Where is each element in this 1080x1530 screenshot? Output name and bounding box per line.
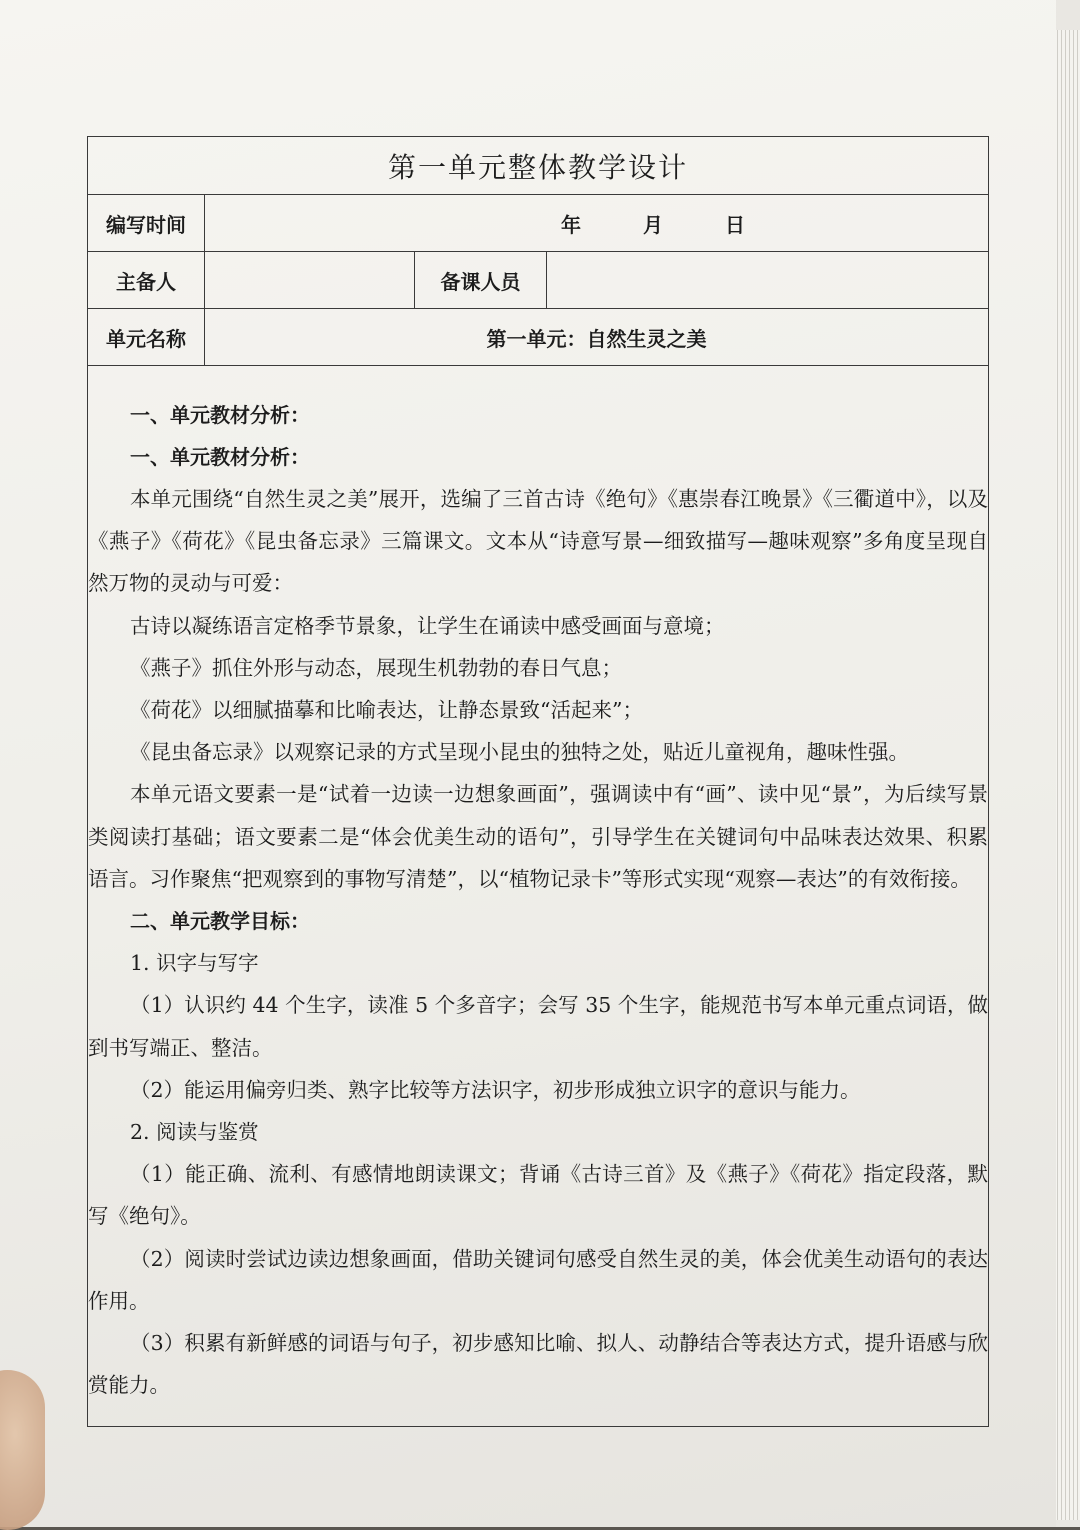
document-title: 第一单元整体教学设计: [88, 137, 989, 195]
content-body: [88, 386, 988, 1407]
content-cell: [88, 366, 989, 1427]
subsection-heading: 1. 识字与写字: [130, 951, 259, 976]
subsection-heading: 2. 阅读与鉴赏: [130, 1120, 259, 1145]
goal-item: （3）积累有新鲜感的词语与句子，初步感知比喻、拟人、动静结合等表达方式，提升语感与欣赏能力。: [88, 1331, 989, 1398]
goal-item: （1）能正确、流利、有感情地朗读课文；背诵《古诗三首》及《燕子》《荷花》指定段落，默写《绝句》。: [88, 1162, 989, 1229]
day-label: 日: [725, 212, 745, 237]
paper-stack-edge: [1054, 30, 1080, 1520]
goal-item: （2）能运用偏旁归类、熟字比较等方法识字，初步形成独立识字的意识与能力。: [130, 1077, 861, 1102]
staff-field[interactable]: [547, 252, 989, 309]
goal-item: （1）认识约 44 个生字，读准 5 个多音字；会写 35 个生字，能规范书写本单元重点词语，做到书写端正、整洁。: [88, 993, 989, 1060]
paragraph: 本单元围绕“自然生灵之美”展开，选编了三首古诗《绝句》《惠崇春江晚景》《三衢道中》，以及《燕子》《荷花》《昆虫备忘录》三篇课文。文本从“诗意写景—细致描写—趣味观察”多角度呈现自然万物的灵动与可爱：: [88, 486, 989, 596]
section-heading: 一、单元教材分析：: [130, 402, 310, 427]
time-label: 编写时间: [88, 195, 205, 252]
thumb: [0, 1370, 45, 1530]
paragraph: 本单元语文要素一是“试着一边读一边想象画面”，强调读中有“画”、读中见“景”，为后续写景类阅读打基础；语文要素二是“体会优美生动的语句”，引导学生在关键词句中品味表达效果、积累语言。习作聚焦“把观察到的事物写清楚”，以“植物记录卡”等形式实现“观察—表达”的有效衔接。: [88, 782, 989, 891]
month-label: 月: [643, 212, 663, 237]
section-heading-repeat: 一、单元教材分析：: [130, 444, 310, 469]
paragraph: 古诗以凝练语言定格季节景象，让学生在诵读中感受画面与意境；: [130, 613, 725, 638]
section-heading: 二、单元教学目标：: [130, 909, 310, 933]
lesson-plan-table: [87, 136, 989, 1427]
unit-name-value: 第一单元：自然生灵之美: [205, 309, 989, 366]
date-field[interactable]: [205, 195, 989, 252]
staff-label: 备课人员: [415, 252, 547, 309]
paragraph: 《昆虫备忘录》以观察记录的方式呈现小昆虫的独特之处，贴近儿童视角，趣味性强。: [130, 740, 909, 765]
lead-preparer-field[interactable]: [205, 252, 415, 309]
year-label: 年: [561, 212, 581, 237]
paragraph: 《燕子》抓住外形与动态，展现生机勃勃的春日气息；: [130, 655, 622, 680]
unit-name-label: 单元名称: [88, 309, 205, 366]
paragraph: 《荷花》以细腻描摹和比喻表达，让静态景致“活起来”；: [130, 697, 643, 722]
lead-preparer-label: 主备人: [88, 252, 205, 309]
goal-item: （2）阅读时尝试边读边想象画面，借助关键词句感受自然生灵的美，体会优美生动语句的表达作用。: [88, 1246, 989, 1313]
